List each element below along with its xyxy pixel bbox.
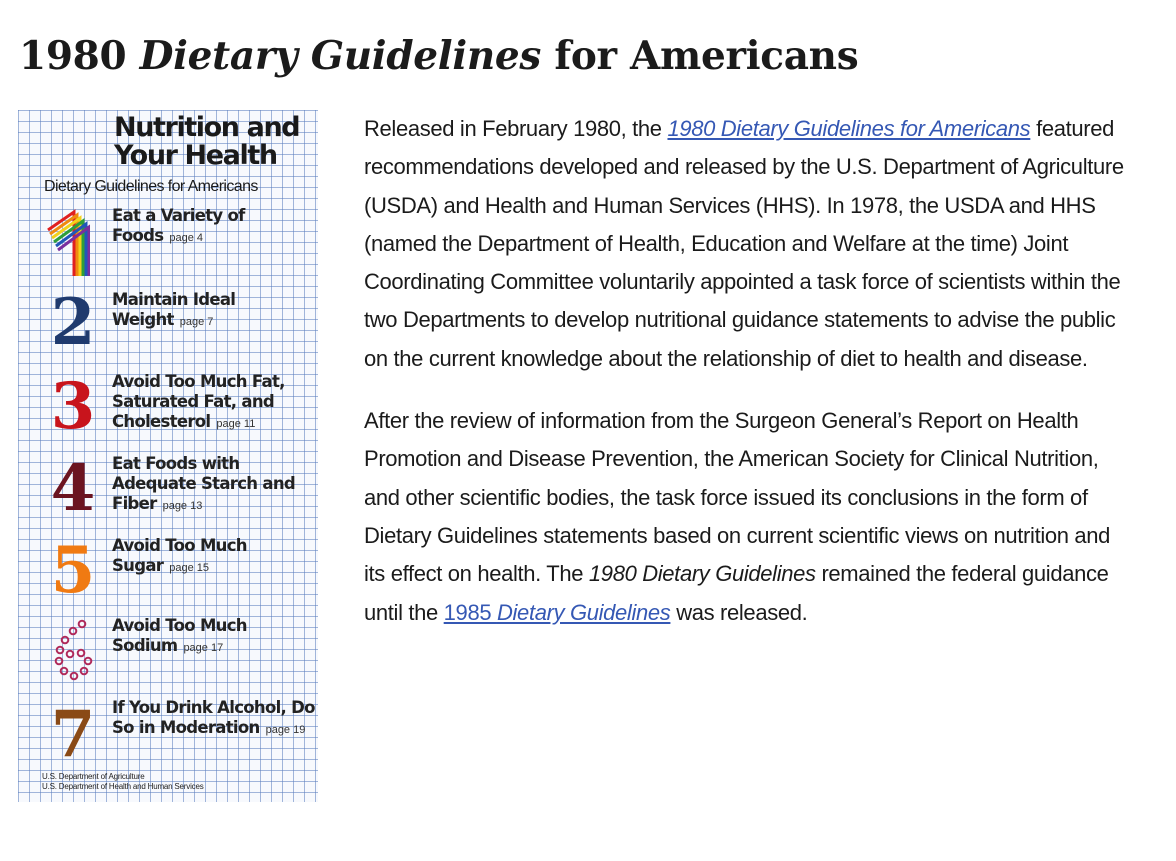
p2-text-start: After the review of information from the Surgeon General’s Report on Health Promotion and Disease Prevention, the American Society for Clinical Nutrition, and other scientific bodies, the task force issued its conclusions in the form of Dietary Guidelines statements based on current scientific views on nutrition and its effect on health. The	[364, 408, 1111, 587]
cover-title	[114, 114, 318, 170]
guideline-1-text: Eat a Variety of Foods	[112, 206, 245, 245]
guideline-5-number: 5	[50, 533, 96, 608]
cover-title-line2: Your Health	[114, 140, 277, 171]
guideline-2-text: Maintain Ideal Weight	[112, 290, 236, 329]
guideline-3-text: Avoid Too Much Fat, Saturated Fat, and Cholesterol	[112, 372, 285, 431]
paragraph-review	[364, 402, 1124, 632]
paragraph-intro	[364, 110, 1124, 378]
p2-italic-title: 1980 Dietary Guidelines	[588, 561, 816, 587]
guideline-1-page: page 4	[169, 232, 204, 244]
guideline-6	[112, 616, 316, 658]
guideline-3	[112, 372, 316, 434]
cover-footer	[42, 772, 318, 792]
cover-subtitle: Dietary Guidelines for Americans	[44, 178, 258, 195]
guideline-7-number: 7	[50, 697, 96, 772]
brochure-cover-image	[18, 110, 318, 802]
page-title	[19, 30, 858, 82]
cover-title-line1: Nutrition and	[114, 112, 300, 143]
title-italic: Dietary Guidelines	[139, 33, 542, 79]
article-body	[364, 110, 1124, 656]
link-1985-dietary-guidelines[interactable]	[444, 600, 671, 625]
cover-footer-line2: U.S. Department of Health and Human Services	[42, 782, 204, 791]
dotted-number-six-icon	[48, 618, 98, 684]
p1-text-end: featured recommendations developed and released by the U.S. Department of Agriculture (USDA) and Health and Human Services (HHS). In 1978, the USDA and HHS (named the Department of Health, Education and Welfare at the time) Joint Coordinating Committee voluntarily appointed a task force of scientists within the two Departments to develop nutritional guidance statements to advise the public on the current knowledge about the relationship of diet to health and disease.	[364, 116, 1124, 371]
guideline-3-page: page 11	[216, 418, 256, 430]
guideline-7-text: If You Drink Alcohol, Do So in Moderation	[112, 698, 315, 737]
link-1980-label: 1980 Dietary Guidelines for Americans	[667, 116, 1031, 141]
title-part2: for Americans	[541, 33, 859, 79]
guideline-4-number: 4	[50, 451, 96, 526]
guideline-5-text: Avoid Too Much Sugar	[112, 536, 247, 575]
guideline-2	[112, 290, 316, 332]
guideline-2-number: 2	[50, 285, 96, 360]
guideline-1	[112, 206, 316, 248]
rainbow-number-one-icon	[46, 208, 90, 278]
title-part1: 1980	[19, 33, 140, 79]
guideline-7-page: page 19	[265, 724, 306, 736]
cover-footer-line1: U.S. Department of Agriculture	[42, 772, 145, 781]
link-1980-dietary-guidelines[interactable]	[667, 116, 1030, 141]
guideline-2-page: page 7	[179, 316, 214, 328]
guideline-5	[112, 536, 316, 578]
guideline-4-text: Eat Foods with Adequate Starch and Fiber	[112, 454, 295, 513]
guideline-6-text: Avoid Too Much Sodium	[112, 616, 247, 655]
guideline-6-page: page 17	[183, 642, 224, 654]
guideline-7	[112, 698, 316, 740]
p1-text-start: Released in February 1980, the	[364, 116, 668, 141]
p2-text-end: was released.	[670, 599, 808, 625]
guideline-4-page: page 13	[162, 500, 203, 512]
guideline-4	[112, 454, 316, 516]
link-1985-label: Dietary Guidelines	[496, 599, 671, 625]
guideline-3-number: 3	[50, 369, 96, 444]
guideline-5-page: page 15	[169, 562, 209, 574]
p2-text-middle: remained the federal guidance until the	[364, 561, 1109, 625]
link-1985-year: 1985	[443, 599, 497, 625]
